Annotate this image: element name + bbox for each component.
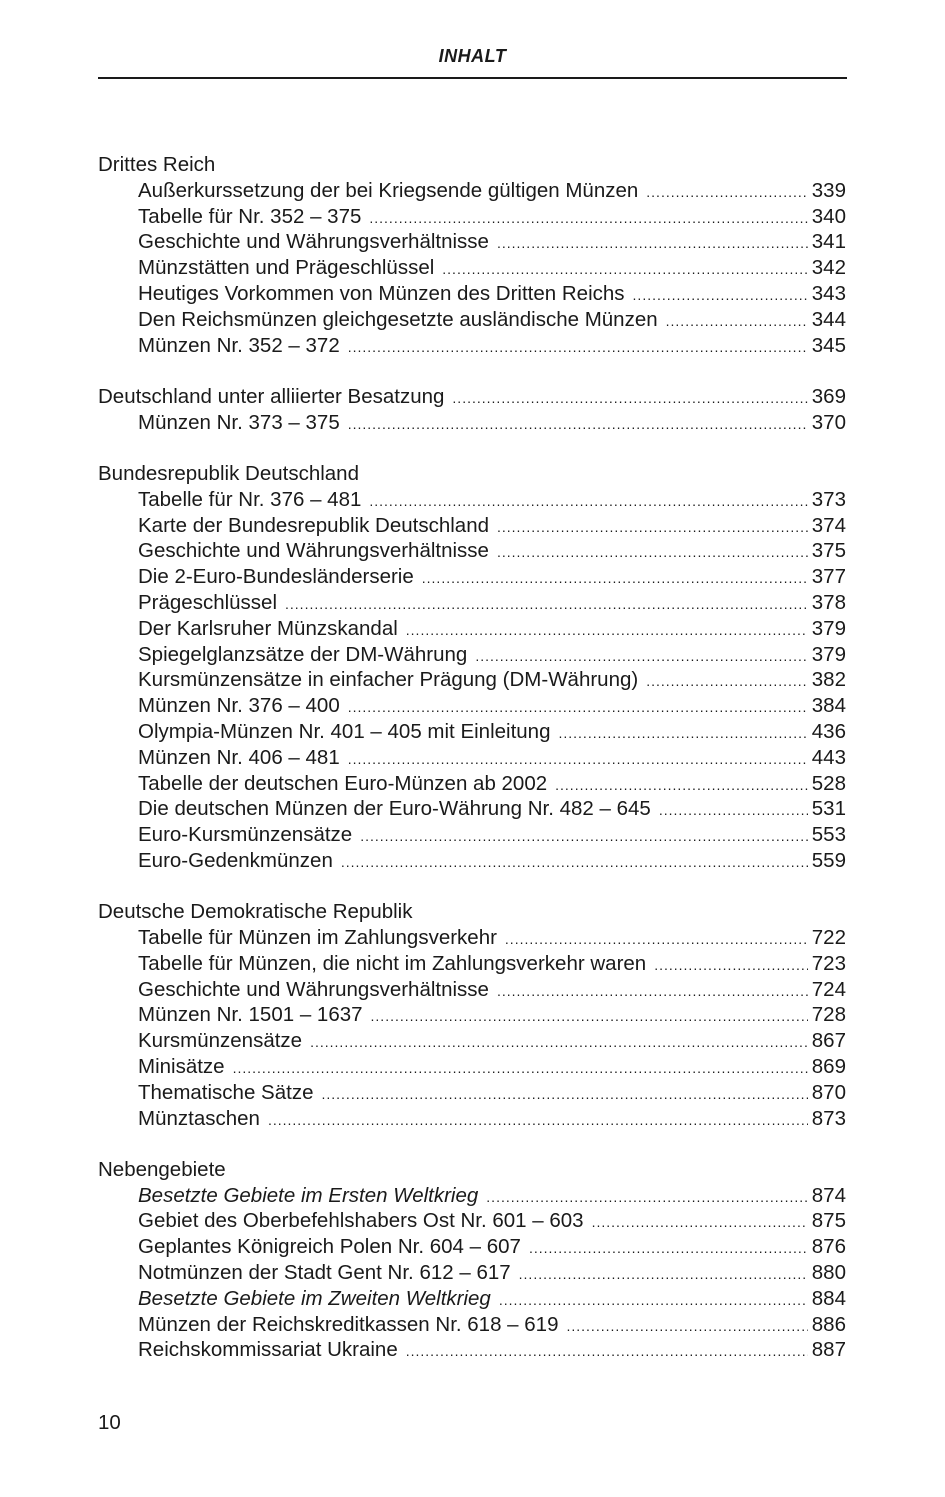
toc-entry [98, 745, 846, 771]
dot-leader [497, 231, 808, 257]
entry-page-number: 379 [811, 616, 846, 640]
entry-page-number: 876 [811, 1235, 846, 1259]
dot-leader [406, 1339, 808, 1365]
section-heading [98, 384, 846, 410]
entry-page-number: 384 [811, 694, 846, 718]
entry-label: Die 2-Euro-Bundesländerserie [138, 565, 414, 589]
dot-leader [646, 180, 808, 206]
entry-label: Der Karlsruher Münzskandal [138, 616, 398, 640]
toc-section [98, 384, 846, 436]
dot-leader [475, 644, 807, 670]
toc-entry [98, 1208, 846, 1234]
entry-page-number: 378 [811, 590, 846, 614]
toc-entry [98, 1312, 846, 1338]
entry-label: Münzen Nr. 406 – 481 [138, 745, 340, 769]
toc-entry [98, 410, 846, 436]
toc-entry [98, 1286, 846, 1312]
entry-page-number: 339 [811, 178, 846, 202]
toc-entry [98, 1234, 846, 1260]
entry-label: Reichskommissariat Ukraine [138, 1338, 398, 1362]
entry-label: Münzstätten und Prägeschlüssel [138, 256, 435, 280]
toc-entry [98, 771, 846, 797]
entry-page-number: 531 [811, 797, 846, 821]
toc-entry [98, 333, 846, 359]
entry-label: Olympia-Münzen Nr. 401 – 405 mit Einleitung [138, 719, 551, 743]
entry-label: Karte der Bundesrepublik Deutschland [138, 513, 489, 537]
toc-entry [98, 642, 846, 668]
entry-label: Die deutschen Münzen der Euro-Währung Nr. 482 – 645 [138, 797, 651, 821]
entry-page-number: 528 [811, 771, 846, 795]
entry-page-number: 377 [811, 565, 846, 589]
dot-leader [268, 1108, 808, 1134]
section-title: Bundesrepublik Deutschland [98, 461, 359, 485]
running-head: INHALT [438, 46, 507, 66]
entry-page-number: 345 [811, 333, 846, 357]
toc-entry [98, 693, 846, 719]
toc-entry [98, 796, 846, 822]
dot-leader [406, 618, 808, 644]
entry-label: Münzen Nr. 1501 – 1637 [138, 1003, 363, 1027]
header-rule [98, 77, 847, 79]
toc-entry [98, 1002, 846, 1028]
table-of-contents [98, 152, 846, 1389]
entry-label: Kursmünzensätze in einfacher Prägung (DM-Währung) [138, 668, 639, 692]
entry-label: Notmünzen der Stadt Gent Nr. 612 – 617 [138, 1261, 511, 1285]
entry-label: Außerkurssetzung der bei Kriegsende gültigen Münzen [138, 178, 639, 202]
entry-label: Tabelle für Nr. 352 – 375 [138, 204, 362, 228]
toc-entry [98, 487, 846, 513]
section-title: Drittes Reich [98, 153, 216, 176]
dot-leader [566, 1314, 807, 1340]
dot-leader [666, 309, 808, 335]
entry-label: Tabelle für Münzen, die nicht im Zahlungsverkehr waren [138, 951, 647, 975]
entry-label: Den Reichsmünzen gleichgesetzte ausländische Münzen [138, 307, 658, 331]
toc-entry [98, 564, 846, 590]
entry-page-number: 887 [811, 1338, 846, 1362]
entry-label: Geschichte und Währungsverhältnisse [138, 539, 489, 563]
toc-entry [98, 616, 846, 642]
entry-label: Münztaschen [138, 1106, 260, 1130]
entry-page-number: 880 [811, 1261, 846, 1285]
toc-entry [98, 1337, 846, 1363]
dot-leader [369, 489, 807, 515]
entry-label: Spiegelglanzsätze der DM-Währung [138, 642, 468, 666]
entry-page-number: 343 [811, 281, 846, 305]
dot-leader [285, 592, 808, 618]
entry-page-number: 559 [811, 848, 846, 872]
toc-entry [98, 822, 846, 848]
entry-page-number: 344 [811, 307, 846, 331]
entry-label: Tabelle für Münzen im Zahlungsverkehr [138, 926, 497, 950]
toc-entry [98, 1183, 846, 1209]
entry-label: Münzen Nr. 352 – 372 [138, 333, 340, 357]
toc-section [98, 152, 846, 358]
entry-page-number: 436 [811, 719, 846, 743]
entry-page-number: 342 [811, 256, 846, 280]
entry-page-number: 340 [811, 204, 846, 228]
toc-entry [98, 229, 846, 255]
entry-page-number: 884 [811, 1286, 846, 1310]
entry-label: Tabelle für Nr. 376 – 481 [138, 487, 362, 511]
entry-page-number: 875 [811, 1209, 846, 1233]
entry-page-number: 728 [811, 1003, 846, 1027]
toc-entry [98, 590, 846, 616]
entry-label: Euro-Kursmünzensätze [138, 823, 353, 847]
toc-section [98, 461, 846, 874]
entry-page-number: 374 [811, 513, 846, 537]
entry-page-number: 886 [811, 1312, 846, 1336]
dot-leader [442, 257, 808, 283]
toc-entry [98, 178, 846, 204]
entry-page-number: 867 [811, 1029, 846, 1053]
entry-page-number: 553 [811, 823, 846, 847]
dot-leader [310, 1030, 808, 1056]
dot-leader [497, 979, 808, 1005]
entry-label: Münzen der Reichskreditkassen Nr. 618 – 619 [138, 1312, 559, 1336]
dot-leader [497, 540, 808, 566]
entry-label: Prägeschlüssel [138, 590, 278, 614]
dot-leader [592, 1210, 808, 1236]
section-title: Deutschland unter alliierter Besatzung [98, 384, 445, 408]
entry-label: Euro-Gedenkmünzen [138, 848, 333, 872]
dot-leader [348, 335, 808, 361]
toc-entry [98, 307, 846, 333]
toc-entry [98, 951, 846, 977]
toc-entry [98, 281, 846, 307]
entry-label: Thematische Sätze [138, 1080, 314, 1104]
dot-leader [497, 515, 808, 541]
toc-entry [98, 848, 846, 874]
toc-entry [98, 255, 846, 281]
toc-entry [98, 1260, 846, 1286]
dot-leader [633, 283, 808, 309]
entry-page-number: 723 [811, 951, 846, 975]
entry-label: Geschichte und Währungsverhältnisse [138, 230, 489, 254]
entry-page-number: 870 [811, 1080, 846, 1104]
dot-leader [654, 953, 808, 979]
entry-page-number: 869 [811, 1055, 846, 1078]
toc-entry [98, 1080, 846, 1106]
dot-leader [505, 927, 808, 953]
entry-label: Tabelle der deutschen Euro-Münzen ab 2002 [138, 771, 548, 795]
dot-leader [519, 1262, 808, 1288]
page-number: 10 [98, 1411, 121, 1434]
entry-label: Heutiges Vorkommen von Münzen des Dritten Reichs [138, 281, 625, 305]
dot-leader [233, 1056, 808, 1082]
section-title: Deutsche Demokratische Republik [98, 900, 413, 924]
toc-entry [98, 538, 846, 564]
dot-leader [369, 206, 807, 232]
dot-leader [371, 1004, 808, 1030]
entry-page-number: 379 [811, 642, 846, 666]
dot-leader [558, 721, 807, 747]
toc-entry [98, 1028, 846, 1054]
dot-leader [486, 1185, 807, 1211]
dot-leader [348, 412, 808, 438]
toc-section [98, 899, 846, 1131]
entry-label: Kursmünzensätze [138, 1029, 303, 1053]
entry-page-number: 724 [811, 977, 846, 1001]
toc-entry [98, 513, 846, 539]
dot-leader [341, 850, 808, 876]
entry-page-number: 873 [811, 1106, 846, 1130]
entry-page-number: 370 [811, 410, 846, 434]
dot-leader [529, 1236, 808, 1262]
entry-page-number: 722 [811, 926, 846, 950]
entry-label: Geplantes Königreich Polen Nr. 604 – 607 [138, 1235, 521, 1259]
toc-entry [98, 977, 846, 1003]
section-title: Nebengebiete [98, 1157, 226, 1181]
toc-entry [98, 719, 846, 745]
dot-leader [422, 566, 808, 592]
entry-page-number: 874 [811, 1183, 846, 1207]
dot-leader [321, 1082, 807, 1108]
toc-entry [98, 1106, 846, 1132]
entry-label: Gebiet des Oberbefehlshabers Ost Nr. 601 – 603 [138, 1209, 584, 1233]
entry-page-number: 375 [811, 539, 846, 563]
toc-section [98, 1157, 846, 1363]
entry-page-number: 341 [811, 230, 846, 254]
entry-label: Besetzte Gebiete im Zweiten Weltkrieg [138, 1286, 491, 1310]
entry-page-number: 382 [811, 668, 846, 692]
dot-leader [452, 386, 807, 412]
dot-leader [555, 773, 808, 799]
entry-page-number: 443 [811, 745, 846, 769]
toc-entry [98, 1054, 846, 1080]
entry-label: Besetzte Gebiete im Ersten Weltkrieg [138, 1183, 479, 1207]
dot-leader [659, 798, 808, 824]
dot-leader [646, 669, 808, 695]
toc-entry [98, 204, 846, 230]
dot-leader [348, 695, 808, 721]
entry-label: Münzen Nr. 373 – 375 [138, 410, 340, 434]
section-page-number: 369 [811, 384, 846, 408]
dot-leader [348, 747, 808, 773]
toc-entry [98, 925, 846, 951]
entry-page-number: 373 [811, 487, 846, 511]
dot-leader [499, 1288, 808, 1314]
toc-entry [98, 667, 846, 693]
entry-label: Münzen Nr. 376 – 400 [138, 694, 340, 718]
entry-label: Geschichte und Währungsverhältnisse [138, 977, 489, 1001]
entry-label: Minisätze [138, 1055, 225, 1078]
dot-leader [360, 824, 808, 850]
